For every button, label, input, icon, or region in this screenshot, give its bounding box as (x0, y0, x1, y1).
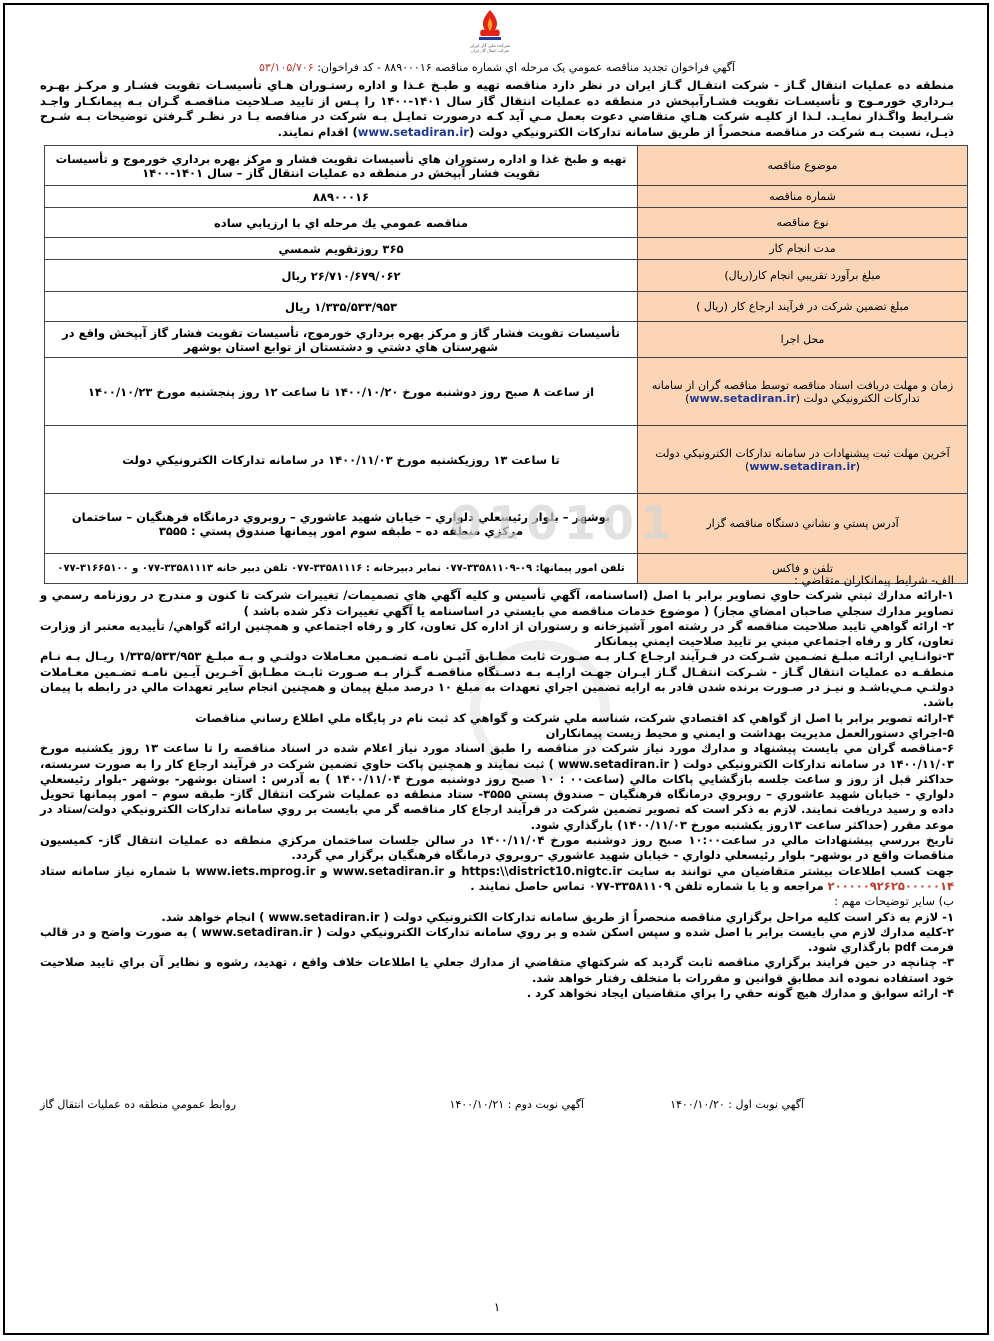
table-label: آدرس پستي و نشاني دستگاه مناقصه گزار (638, 494, 968, 554)
contact-prefix: جهت كسب اطلاعات بيشتر متقاضيان مي توانند به سايت https:\\district10.nigtc.ir و www.setadiran.ir و www.iets.mprog.ir با شماره نياز سامانه ستاد (40, 863, 955, 878)
table-row (45, 358, 968, 426)
page-number: ۱ (493, 1300, 501, 1314)
label-text-end: ) (685, 391, 690, 405)
intro-paragraph (40, 78, 954, 140)
heading-notes-b: ب) ساير توضيحات مهم : (834, 894, 954, 909)
table-label: محل اجرا (638, 322, 968, 358)
notice-headline (60, 60, 934, 76)
table-label: مبلغ برآورد تقريبي انجام کار(ريال) (638, 260, 968, 292)
condition-item: تاريخ بررسي پيشنهادات مالي در ساعت۱۰:۰۰ صبح روز دوشنبه مورخ ۱۴۰۰/۱۱/۰۴ در سالن جلسات ساختمان مرکزي منطقه ده عمليات انتقال گاز- کميسيون مناقصات واقع در بوشهر- بلوار رئيسعلي دلواري - خيابان شهيد عاشوري –روبروي درمانگاه فرهنگيان برگزار مي گردد. (40, 833, 954, 863)
table-label (638, 358, 968, 426)
note-item: ۱- لازم به ذکر است کليه مراحل برگزاري مناقصه منحصراً از طريق سامانه تدارکات الکترونيکي دولت ( www.setadiran.ir ) انجام خواهد شد. (161, 909, 954, 924)
table-row (45, 426, 968, 494)
condition-item: ۱-ارائه مدارك ثبتي شركت حاوي تصاوير برابر با اصل (اساسنامه، آگهي تأسيس و کليه آگهي هاي تصميمات/ تغييرات شرکت تا کنون و مندرج در روزنامه رسمي و تصاوير مدارك سجلي صاحبان امضاي مجاز) ( موضوع خدمات مناقصه مي بايستي در اساسنامه يا آگهي تغييرات ذکر شده باشد ) (40, 588, 954, 618)
table-value: تا ساعت ۱۳ روزيکشنبه مورخ ۱۴۰۰/۱۱/۰۳ در سامانه تدارکات الکترونيکي دولت (45, 426, 638, 494)
table-value: تأسيسات تقويت فشار گاز و مرکز بهره برداري خورموج، تأسيسات تقويت فشار گاز آبپخش واقع در شهرستان هاي دشتي و دشتستان از توابع استان بوشهر (45, 322, 638, 358)
logo-caption-1: شرکت ملی گاز ایران (470, 44, 510, 49)
first-publish-date: آگهي نوبت اول : ۱۴۰۰/۱۰/۲۰ (670, 1098, 804, 1111)
note-item: ۴- ارائه سوابق و مدارك هيچ گونه حقي را براي متقاضيان ايجاد نخواهد کرد . (526, 986, 954, 1001)
table-label: مدت انجام کار (638, 238, 968, 260)
table-row (45, 208, 968, 238)
second-publish-date: آگهي نوبت دوم : ۱۴۰۰/۱۰/۲۱ (449, 1098, 584, 1111)
condition-item: ۵-اجراي دستورالعمل مديريت بهداشت و ايمني و محيط زيست پيمانکاران (545, 725, 954, 740)
table-value: تهيه و طبخ غذا و اداره رستوران هاي تأسيسات تقويت فشار و مرکز بهره برداري خورموج و تأسيسات تقويت فشار آبپخش در منطقه ده عمليات انتقال گاز – سال ۱۴۰۱-۱۴۰۰ (45, 146, 638, 186)
table-value: ۳۶۵ روزتقويم شمسي (45, 238, 638, 260)
logo-caption-2: شرکت انتقال گاز ایران (470, 48, 510, 53)
condition-item: ۲- ارائه گواهي تاييد صلاحيت مناقصه گر در رشته امور آشپزخانه و رستوران از اداره کل تعاون، کار و رفاه اجتماعي و همچنين ارائه گواهي/ تأييديه معتبر از وزارت تعاون، کار و رفاه اجتماعي مبني بر تاييد صلاحيت ايمني پيمانکار (40, 618, 954, 649)
table-row (45, 260, 968, 292)
table-value: تلفن امور پيمانها: ۰۹-۳۳۵۸۱۱۰۹-۰۷۷ نمابر دبيرخانه : ۳۳۵۸۱۱۱۶-۰۷۷ تلفن دبير خانه ۳۳۵۸۱۱۱۳-۰۷۷ و ۳۱۶۶۵۱۰۰-۰۷۷ (45, 554, 638, 584)
conditions-section (40, 573, 954, 1001)
watermark-digits: 010101 (450, 496, 679, 550)
table-value: ۱/۳۳۵/۵۳۳/۹۵۳ ريال (45, 292, 638, 322)
note-item: ۳- چنانچه در حين فرايند برگزاري مناقصه ثابت گرديد که شرکتهاي متقاضي از مدارك جعلي يا اطلاعات خلاف واقع ، تهديد، رشوه و نظاير آن براي تاييد صلاحيت خود استفاده نموده اند مطابق قوانين و مقررات با متخلف رفتار خواهد شد. (40, 955, 954, 985)
condition-item: ۳-توانـايي ارائـه مبلـغ تضـمين شـرکت در فـرآيند ارجـاع کـار بـه صـورت ثابت مطـابق آئيـن نامـه تضـمين معـاملات دولتـي و بـه مبلـغ ۱/۳۳۵/۵۳۳/۹۵۳ ريـال بـه نـام منطقـه ده عمليات انتقال گـاز - شـرکت انتقـال گـاز ايـران جهـت ارايـه بـه دسـتگاه مناقصـه گـزار بـه صـورت ثابـت مطـابق آخـرين آيـين نامـه تضـمين معـاملات دولتـي مـي‌باشـد و نيـز در صـورت برنده شدن قادر به ارايه تضمين اجراي تعهدات به مبلغ ۱۰ درصد مبلغ پيمان و همچنين انجام ساير تعهدات مالي در رابطه با پيمان باشد. (40, 649, 954, 710)
headline-code: ۵۳/۱۰۵/۷۰۶ (259, 61, 314, 74)
setadiran-link[interactable]: www.setadiran.ir (689, 391, 796, 405)
headline-text: آگهي فراخوان تجديد مناقصه عمومي يک مرحله اي شماره مناقصه ۸۸۹۰۰۰۱۶ - کد فراخوان: (313, 61, 735, 74)
label-text-end: ) (745, 459, 750, 473)
table-label: موضوع مناقصه (638, 146, 968, 186)
table-value: بوشهر – بلوار رئيسعلي دلواري – خيابان شهيد عاشوري – روبروي درمانگاه فرهنگيان – ساختمان مرکزي منطقه ده – طبقه سوم امور پيمانها صندوق پستي : ۳۵۵۵ (45, 494, 638, 554)
table-value: ۲۶/۷۱۰/۶۷۹/۰۶۲ ريال (45, 260, 638, 292)
table-row (45, 146, 968, 186)
table-label: مبلغ تضمين شرکت در فرآيند ارجاع کار (ريال ) (638, 292, 968, 322)
contact-suffix: مراجعه و يا با شماره تلفن ۳۳۵۸۱۱۰۹-۰۷۷ تماس حاصل نمايند . (470, 878, 828, 893)
publish-dates (40, 1098, 954, 1114)
note-item: ۲-کليه مدارك لازم مي بايست برابر با اصل شده و سپس اسکن شده و بر روي سامانه تدارکات الکترونيکي دولت ( www.setadiran.ir ) به صورت واضح و در قالب فرمت pdf بارگذاري شود. (40, 924, 954, 955)
setad-need-number: ۲۰۰۰۰۰۹۲۶۲۵۰۰۰۰۰۱۴ (827, 878, 954, 893)
contact-line (40, 864, 954, 895)
condition-item: ۶-مناقصه گران مي بايست پيشنهاد و مدارك مورد نياز شرکت در مناقصه را طبق اسناد مورد نياز اعلام شده در اسناد مناقصه را تا ساعت ۱۳ روز يکشنبه مورخ ۱۴۰۰/۱۱/۰۳ در سامانه تدارکات الکترونيکي دولت ( www.setadiran.ir ) ثبت نمايند و همچنين پاکت حاوي تضمين شرکت در فرآيند ارجاع کار را به صورت سربسته، حداکثر قبل از روز و ساعت جلسه بازگشايي پاکات مالي (ساعت۰۰ : ۱۰ صبح روز دوشنبه مورخ ۱۴۰۰/۱۱/۰۴ ) به آدرس : استان بوشهر- بوشهر -بلوار رئيسعلي دلواري - خيابان شهيد عاشوري – روبروي درمانگاه فرهنگيان – صندوق پستي ۳۵۵۵- ستاد منطقه ده عمليات شرکت انتقال گاز- طبقه سوم – امور پيمانها تحويل داده و رسيد دريافت نمايند. لازم به ذکر است که تصوير تضمين شرکت در فرآيند ارجاع کار مناقصه گر مي بايست بر روي سامانه تدارکات الکترونيکي دولت/ستاد در موعد مقرر (حداکثر ساعت ۱۳روز يکشنبه مورخ ۱۴۰۰/۱۱/۰۳) بارگذاري شود. (40, 741, 954, 832)
publisher-name: روابط عمومي منطقه ده عمليات انتقال گاز (40, 1098, 237, 1111)
condition-item: ۴-ارائه تصوير برابر با اصل از گواهي کد اقتصادي شرکت، شناسه ملي شرکت و گواهي کد ثبت نام در پايگاه ملي اطلاع رساني مناقصات (195, 710, 954, 725)
table-label: شماره مناقصه (638, 186, 968, 208)
table-label: تلفن و فاکس (638, 554, 968, 584)
setadiran-link[interactable]: www.setadiran.ir (749, 459, 856, 473)
tender-info-table (44, 145, 968, 584)
heading-conditions-a: الف- شرايط پيمانکاران متقاضي : (794, 573, 954, 587)
table-row (45, 322, 968, 358)
table-row (45, 238, 968, 260)
nigc-logo (463, 6, 517, 56)
table-label: نوع مناقصه (638, 208, 968, 238)
label-text: آخرين مهلت ثبت پيشنهادات در سامانه تدارکات الکترونيکي دولت ( (655, 446, 950, 473)
table-row (45, 292, 968, 322)
intro-text: منطقه ده عمليات انتقال گـاز - شرکت انتقـال گـاز ايران در نظر دارد مناقصه تهيه و طبـخ غـذا و اداره رستـوران هـاي تأسيسـات تقويت فشـار و مرکـز بهـره بـرداري خورمـوج و تأسيسـات تقويت فشـارآبپخش در منطقه ده عمليات انتقال گاز سال ۱۴۰۱-۱۴۰۰ را پـس از تاييد صـلاحيت مناقصـه گـران بـه پيمانکـار واجـد شـرايط واگـذار نمايـد. لـذا از کليـه شرکت هـاي متقاضي دعوت بعمل مـي آيد کـه درصورت تمايـل بـه شرکت در مناقصه بـا در نظـر گـرفتن توضيحات بـه شـرح ذيـل، نسبت بـه شرکت در مناقصه منحصراً از طريق سامانه تدارکات الکترونيکي دولت ( (40, 78, 954, 139)
table-row (45, 494, 968, 554)
table-row (45, 186, 968, 208)
label-text: زمان و مهلت دريافت اسناد مناقصه توسط مناقصه گران از سامانه تدارکات الکترونيکي دولت ( (651, 378, 954, 405)
table-value: ۸۸۹۰۰۰۱۶ (45, 186, 638, 208)
table-value: مناقصه عمومي يك مرحله اي با ارزيابي ساده (45, 208, 638, 238)
setadiran-link[interactable]: www.setadiran.ir (357, 124, 469, 139)
table-label (638, 426, 968, 494)
table-value: از ساعت ۸ صبح روز دوشنبه مورخ ۱۴۰۰/۱۰/۲۰ تا ساعت ۱۲ روز پنجشنبه مورخ ۱۴۰۰/۱۰/۲۳ (45, 358, 638, 426)
intro-text-end: ) اقدام نمايند. (277, 124, 358, 139)
